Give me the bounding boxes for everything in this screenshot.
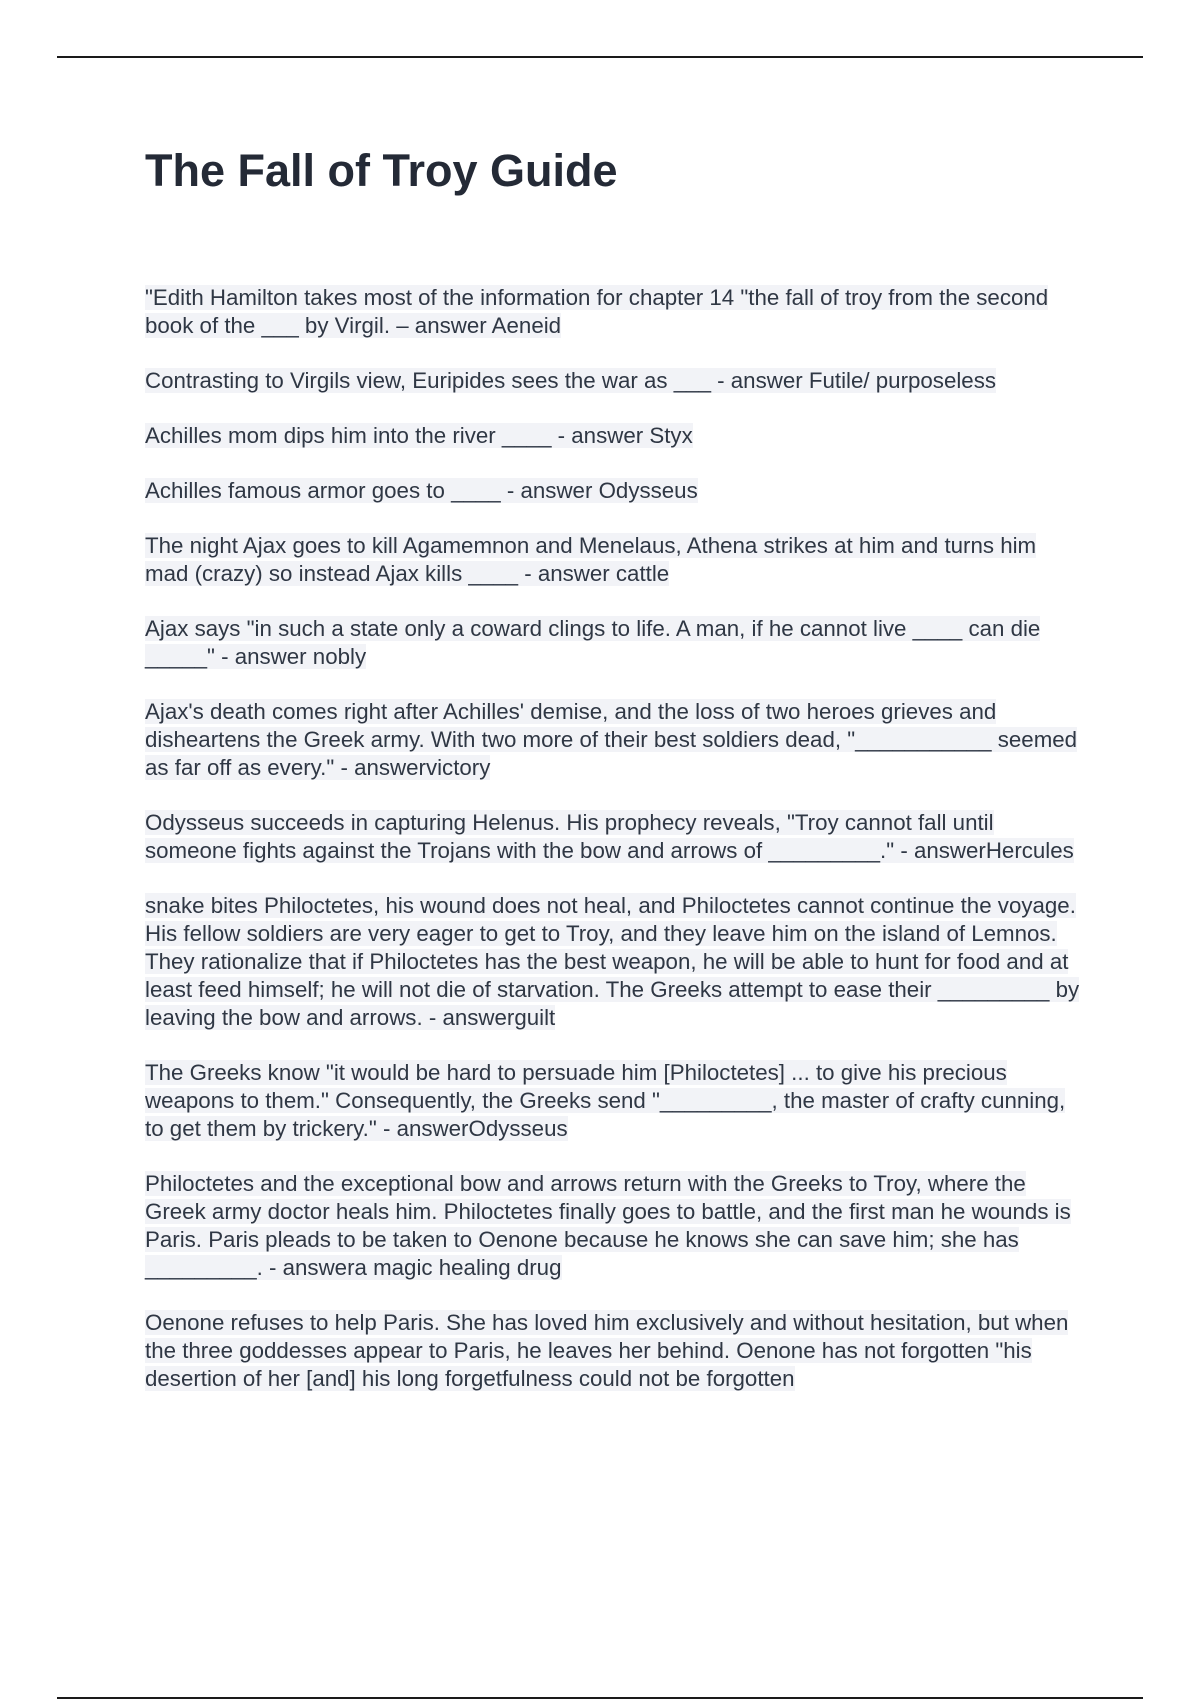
qa-entry: [145, 698, 1085, 782]
qa-entry-text: snake bites Philoctetes, his wound does not heal, and Philoctetes cannot continue the voyage. His fellow soldiers are very eager to get to Troy, and they leave him on the island of Lemnos. They rationalize that if Philoctetes has the best weapon, he will be able to hunt for food and at least feed himself; he will not die of starvation. The Greeks attempt to ease their _________ by leaving the bow and arrows. - answerguilt: [145, 893, 1080, 1030]
qa-entry-text: Contrasting to Virgils view, Euripides sees the war as ___ - answer Futile/ purposeless: [145, 368, 996, 393]
qa-entry-text: Achilles mom dips him into the river ____ - answer Styx: [145, 423, 693, 448]
qa-entry: [145, 532, 1085, 588]
qa-entry: [145, 892, 1085, 1032]
qa-entry-text: "Edith Hamilton takes most of the information for chapter 14 "the fall of troy from the second book of the ___ by Virgil. – answer Aeneid: [145, 285, 1049, 338]
qa-entry-text: The night Ajax goes to kill Agamemnon and Menelaus, Athena strikes at him and turns him mad (crazy) so instead Ajax kills ____ - answer cattle: [145, 533, 1037, 586]
qa-entry: [145, 477, 1085, 505]
qa-entry: [145, 809, 1085, 865]
qa-entry: [145, 367, 1085, 395]
qa-entry-text: Ajax's death comes right after Achilles' demise, and the loss of two heroes grieves and disheartens the Greek army. With two more of their best soldiers dead, "___________ seemed as far off as every." - answervictory: [145, 699, 1078, 780]
bottom-divider: [57, 1697, 1143, 1699]
qa-entry: [145, 422, 1085, 450]
qa-entry: [145, 1170, 1085, 1282]
qa-entry-text: Ajax says "in such a state only a coward clings to life. A man, if he cannot live ____ can die _____" - answer nobly: [145, 616, 1041, 669]
qa-entry-text: Oenone refuses to help Paris. She has loved him exclusively and without hesitation, but when the three goddesses appear to Paris, he leaves her behind. Oenone has not forgotten "his desertion of her [and] his long forgetfulness could not be forgotten: [145, 1310, 1069, 1391]
document-title: The Fall of Troy Guide: [145, 145, 618, 196]
qa-entry: [145, 284, 1085, 340]
qa-entry-text: Achilles famous armor goes to ____ - answer Odysseus: [145, 478, 698, 503]
top-divider: [57, 56, 1143, 58]
qa-list: [145, 284, 1085, 1420]
qa-entry-text: Philoctetes and the exceptional bow and arrows return with the Greeks to Troy, where the Greek army doctor heals him. Philoctetes finally goes to battle, and the first man he wounds is Paris. Paris pleads to be taken to Oenone because he knows she can save him; she has _________. - answera magic healing drug: [145, 1171, 1071, 1280]
qa-entry: [145, 615, 1085, 671]
qa-entry: [145, 1309, 1085, 1393]
qa-entry: [145, 1059, 1085, 1143]
qa-entry-text: The Greeks know "it would be hard to persuade him [Philoctetes] ... to give his precious weapons to them." Consequently, the Greeks send "_________, the master of crafty cunning, to get them by trickery." - answerOdysseus: [145, 1060, 1066, 1141]
qa-entry-text: Odysseus succeeds in capturing Helenus. His prophecy reveals, "Troy cannot fall until someone fights against the Trojans with the bow and arrows of _________." - answerHercules: [145, 810, 1074, 863]
